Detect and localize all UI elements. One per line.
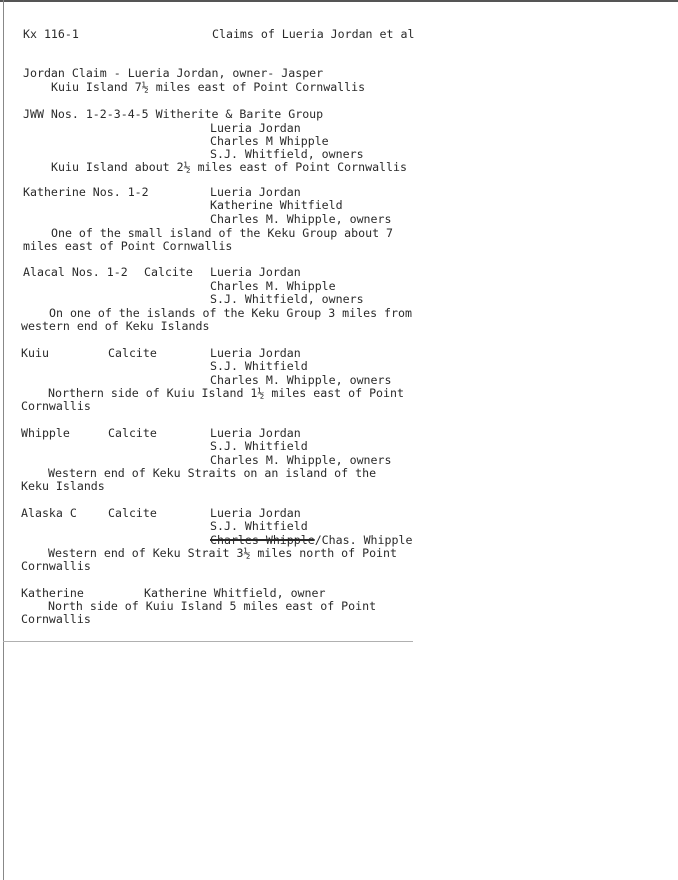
claim-kuiu-owner: Lueria Jordan <box>210 346 301 360</box>
claim-kuiu-location: Cornwallis <box>21 399 91 413</box>
claim-jordan-location: Kuiu Island 7½ miles east of Point Cornwallis <box>51 80 366 94</box>
claim-kuiu-heading: Kuiu <box>21 346 49 360</box>
claim-katherine-nos-location: One of the small island of the Keku Group about 7 <box>51 226 394 240</box>
claim-katherine-location: Cornwallis <box>21 612 91 626</box>
claim-alacal-owner: S.J. Whitfield, owners <box>210 292 364 306</box>
claim-jww-heading: JWW Nos. 1-2-3-4-5 Witherite & Barite Group <box>23 107 324 121</box>
claim-alaska-c-location: Cornwallis <box>21 559 91 573</box>
claim-whipple-heading: Whipple <box>21 426 70 440</box>
top-border-line <box>0 0 678 2</box>
claim-whipple-owner: S.J. Whitfield <box>210 439 308 453</box>
claim-katherine-location: North side of Kuiu Island 5 miles east of Point <box>48 599 377 613</box>
document-title: Claims of Lueria Jordan et al <box>212 27 415 41</box>
claim-whipple-location: Keku Islands <box>21 479 105 493</box>
claim-alacal-location: western end of Keku Islands <box>21 319 210 333</box>
claim-whipple-owner: Lueria Jordan <box>210 426 301 440</box>
claim-whipple-mineral: Calcite <box>108 426 157 440</box>
claim-alaska-c-mineral: Calcite <box>108 506 157 520</box>
claim-katherine-owner: Katherine Whitfield, owner <box>144 586 326 600</box>
struck-out-owner-name: Charles Whipple <box>210 533 315 547</box>
claim-alaska-c-owner: Lueria Jordan <box>210 506 301 520</box>
corrected-owner-name: /Chas. Whipple <box>314 533 413 547</box>
claim-alaska-c-location: Western end of Keku Strait 3½ miles north of Point <box>48 546 398 560</box>
claim-alaska-c-heading: Alaska C <box>21 506 77 520</box>
claim-alacal-location: On one of the islands of the Keku Group 3 miles from <box>49 306 412 320</box>
claim-kuiu-mineral: Calcite <box>108 346 157 360</box>
bottom-divider-line <box>3 641 413 642</box>
document-id: Kx 116-1 <box>23 27 79 41</box>
claim-alacal-owner: Lueria Jordan <box>210 265 301 279</box>
claim-jww-owner: S.J. Whitfield, owners <box>210 147 364 161</box>
claim-alacal-heading: Alacal Nos. 1-2 <box>23 265 128 279</box>
claim-jww-owner: Lueria Jordan <box>210 121 301 135</box>
claim-katherine-heading: Katherine <box>21 586 84 600</box>
claim-jww-location: Kuiu Island about 2½ miles east of Point Cornwallis <box>51 160 407 174</box>
claim-alacal-mineral: Calcite <box>144 265 193 279</box>
claim-katherine-nos-location: miles east of Point Cornwallis <box>23 239 233 253</box>
claim-jww-owner: Charles M Whipple <box>210 134 329 148</box>
claim-katherine-nos-owner: Charles M. Whipple, owners <box>210 212 392 226</box>
claim-katherine-nos-heading: Katherine Nos. 1-2 <box>23 185 149 199</box>
claim-katherine-nos-owner: Katherine Whitfield <box>210 198 343 212</box>
claim-alaska-c-owner-line <box>210 533 412 547</box>
claim-kuiu-owner: S.J. Whitfield <box>210 359 308 373</box>
claim-alaska-c-owner: S.J. Whitfield <box>210 519 308 533</box>
left-border-line <box>3 0 4 880</box>
claim-katherine-nos-owner: Lueria Jordan <box>210 185 301 199</box>
claim-kuiu-location: Northern side of Kuiu Island 1½ miles east of Point <box>48 386 404 400</box>
claim-whipple-owner: Charles M. Whipple, owners <box>210 453 392 467</box>
claim-whipple-location: Western end of Keku Straits on an island of the <box>48 466 377 480</box>
claim-kuiu-owner: Charles M. Whipple, owners <box>210 373 392 387</box>
claim-alacal-owner: Charles M. Whipple <box>210 279 336 293</box>
claim-jordan-heading: Jordan Claim - Lueria Jordan, owner- Jasper <box>23 66 324 80</box>
